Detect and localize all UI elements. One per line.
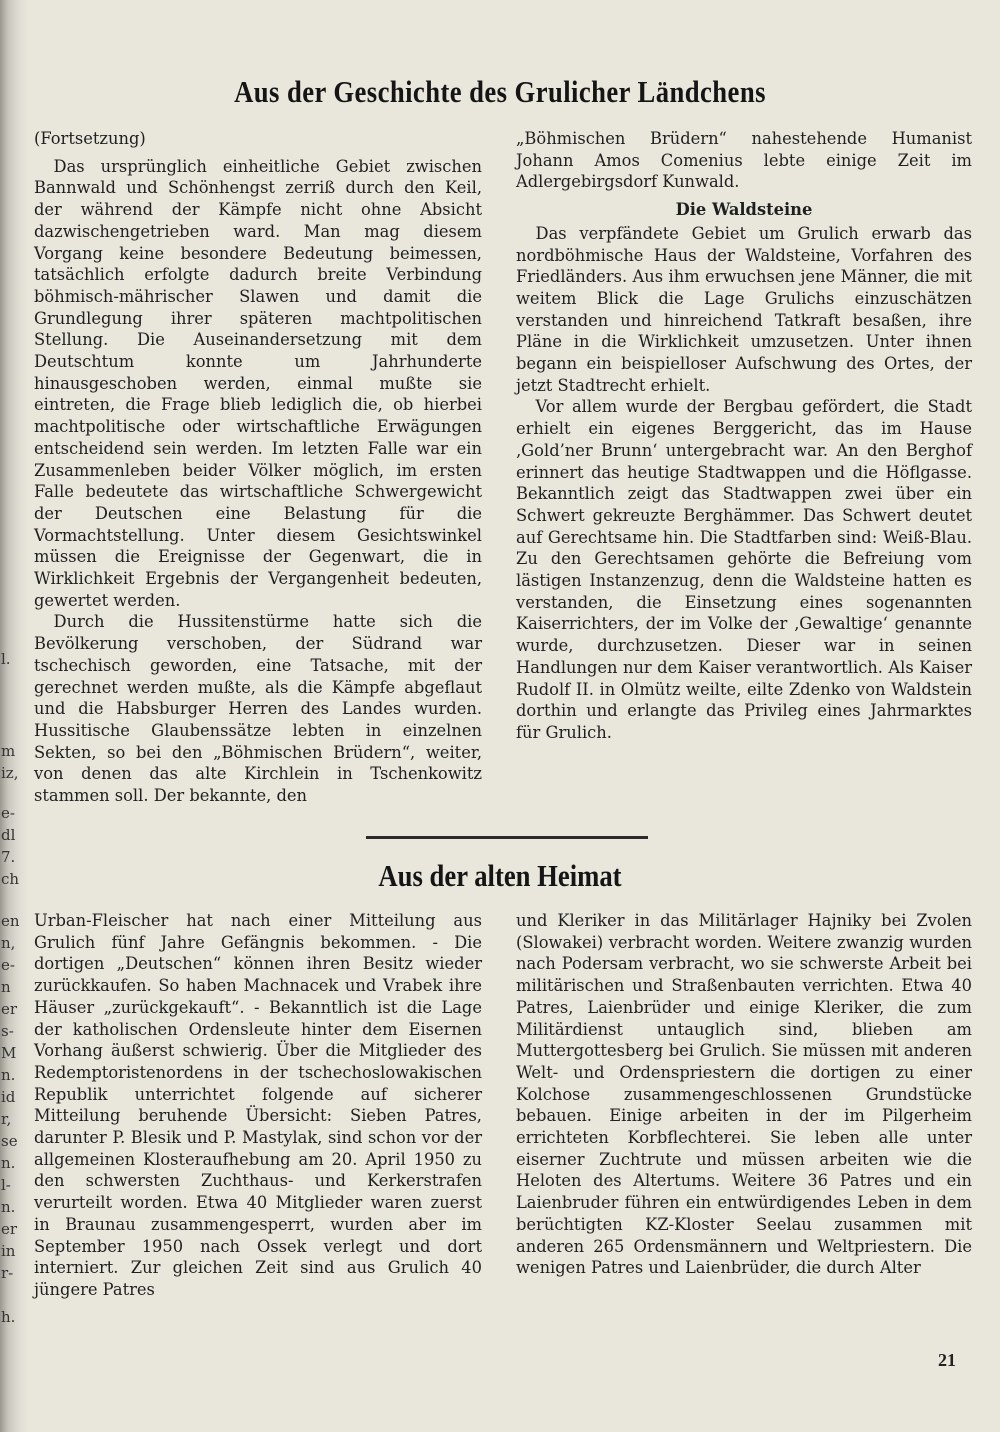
gutter-fragment: in	[1, 1244, 16, 1259]
continuation-note: (Fortsetzung)	[34, 129, 146, 148]
gutter-fragment: n.	[1, 1156, 16, 1171]
gutter-fragment: s-	[1, 1024, 14, 1039]
section-heading-waldsteine: Die Waldsteine	[675, 200, 813, 220]
gutter-fragment: e-	[1, 806, 15, 821]
gutter-fragment: n.	[1, 1068, 16, 1083]
gutter-fragment: M	[1, 1046, 17, 1061]
gutter-fragment: r,	[1, 1112, 12, 1127]
gutter-fragment: n.	[1, 1200, 16, 1215]
article2-paragraph: Urban-Fleischer hat nach einer Mitteilung aus Grulich fünf Jahre Gefängnis bekommen. - Die dortigen „Deutschen“ können ihren Besitz wieder zurückkaufen. So haben Machnacek und Vrabek ihre Häuser „zurückgekauft“. - Bekanntlich ist die Lage der katholischen Ordensleute hinter dem Eisernen Vorhang äußerst schwierig. Über die Mitglieder des Redemptoristenordens in der tschechoslowakischen Republik unterrichtet folgende auf sicherer Mitteilung beruhende Übersicht: Sieben Patres, darunter P. Blesik und P. Mastylak, sind schon vor der allgemeinen Klosteraufhebung am 20. April 1950 zu den schwersten Zuchthaus- und Kerkerstrafen verurteilt worden. Etwa 40 Mitglieder waren zuerst in Braunau zusammengesperrt, wurden aber im September 1950 nach Ossek verlegt und dort interniert. Zur gleichen Zeit sind aus Grulich 40 jüngere Patres	[34, 911, 482, 1299]
gutter-fragment: er	[1, 1222, 18, 1237]
gutter-fragment: h.	[1, 1310, 16, 1325]
article2-right-column	[516, 910, 972, 1279]
gutter-fragment: ch	[1, 872, 20, 887]
article1-right-column	[516, 128, 972, 744]
gutter-fragment: n,	[1, 936, 16, 951]
gutter-fragment: 7.	[1, 850, 16, 865]
article-title-heimat: Aus der alten Heimat	[378, 858, 622, 893]
gutter-fragment: en	[1, 914, 20, 929]
article1-paragraph: Durch die Hussitenstürme hatte sich die Bevölkerung verschoben, der Südrand war tschechisch geworden, eine Tatsache, mit der gerechnet werden mußte, als die Kämpfe abgeflaut und die Habsburger Herren des Landes wurden. Hussitische Glaubenssätze lebten in einzelnen Sekten, so bei den „Böhmischen Brüdern“, weiter, von denen das alte Kirchlein in Tschenkowitz stammen soll. Der bekannte, den	[34, 612, 482, 806]
article1-paragraph: „Böhmischen Brüdern“ nahestehende Humanist Johann Amos Comenius lebte einige Zeit im Adlergebirgsdorf Kunwald.	[516, 129, 972, 192]
article1-paragraph: Das verpfändete Gebiet um Grulich erwarb das nordböhmische Haus der Waldsteine, Vorfahren des Friedländers. Aus ihm erwuchsen jene Männer, die mit weitem Blick die Lage Grulichs einzuschätzen verstanden und hinreichend Tatkraft besaßen, ihre Pläne in die Wirklichkeit umzusetzen. Unter ihnen begann ein beispielloser Aufschwung des Ortes, der jetzt Stadtrecht erhielt.	[516, 223, 972, 395]
gutter-fragment: dl	[1, 828, 16, 843]
article1-left-column	[34, 128, 482, 807]
gutter-fragment: r-	[1, 1266, 14, 1281]
gutter-fragment: m	[1, 744, 16, 759]
gutter-fragment: l-	[1, 1178, 11, 1193]
gutter-fragment: e-	[1, 958, 15, 973]
article1-paragraph: Vor allem wurde der Bergbau gefördert, die Stadt erhielt ein eigenes Berggericht, das im Hause ‚Gold’ner Brunn‘ untergebracht war. An den Berghof erinnert das heutige Stadtwappen und die Höflgasse. Bekanntlich zeigt das Stadtwappen zwei über ein Schwert gekreuzte Berghämmer. Das Schwert deutet auf Gerechtsame hin. Die Stadtfarben sind: Weiß-Blau. Zu den Gerechtsamen gehörte die Befreiung vom lästigen Instanzenzug, denn die Waldsteine hatten es verstanden, die Einsetzung eines sogenannten Kaiserrichters, der im Volke der ‚Gewaltige‘ genannte wurde, durchzusetzen. Dieser war in seinen Handlungen nur dem Kaiser verantwortlich. Als Kaiser Rudolf II. in Olmütz weilte, eilte Zdenko von Waldstein dorthin und erlangte das Privileg eines Jahrmarktes für Grulich.	[516, 397, 972, 742]
page-number: 21	[938, 1350, 956, 1370]
neighbor-page-fragments	[0, 0, 24, 1432]
article-divider-rule	[366, 836, 648, 839]
article1-paragraph: Das ursprünglich einheitliche Gebiet zwischen Bannwald und Schönhengst zerriß durch den Keil, der während der Kämpfe nicht ohne Absicht dazwischengetrieben ward. Man mag diesem Vorgang keine besondere Bedeutung beimessen, tatsächlich erfolgte dadurch breite Verbindung böhmisch-mährischer Slawen und damit die Grundlegung ihrer späteren machtpolitischen Stellung. Die Auseinandersetzung mit dem Deutschtum konnte um Jahrhunderte hinausgeschoben werden, einmal mußte sie eintreten, die Frage blieb lediglich die, ob hierbei machtpolitische oder wirtschaftliche Erwägungen entscheidend sein werden. Im letzten Falle war ein Zusammenleben beider Völker möglich, im ersten Falle bedeutete das wirtschaftliche Schwergewicht der Deutschen eine Belastung für die Vormachtstellung. Unter diesem Gesichtswinkel müssen die Ereignisse der Gegenwart, die in Wirklichkeit Ergebnis der Vergangenheit bedeuten, gewertet werden.	[34, 156, 482, 610]
gutter-fragment: id	[1, 1090, 16, 1105]
gutter-fragment: se	[1, 1134, 18, 1149]
gutter-fragment: iz,	[1, 766, 19, 781]
article2-paragraph: und Kleriker in das Militärlager Hajniky bei Zvolen (Slowakei) verbracht worden. Weitere zwanzig wurden nach Podersam verbracht, wo sie schwerste Arbeit bei militärischen und Straßenbauten verrichten. Etwa 40 Patres, Laienbrüder und einige Kleriker, die zum Militärdienst untauglich sind, blieben am Muttergottesberg bei Grulich. Sie müssen mit anderen Welt- und Ordenspriestern die dortigen zu einer Kolchose zusammengeschlossenen Grundstücke bebauen. Einige arbeiten in der im Pilgerheim errichteten Korbflechterei. Sie leben alle unter eiserner Zuchtrute und müssen arbeiten wie die Heloten des Altertums. Weitere 36 Patres und ein Laienbruder führen ein entwürdigendes Leben in dem berüchtigten KZ-Kloster Seelau zusammen mit anderen 265 Ordensmännern und Weltpriestern. Die wenigen Patres und Laienbrüder, die durch Alter	[516, 911, 972, 1278]
gutter-fragment: l.	[1, 652, 11, 667]
gutter-fragment: er	[1, 1002, 18, 1017]
article-title-history: Aus der Geschichte des Grulicher Ländchens	[234, 74, 766, 109]
gutter-fragment: n	[1, 980, 11, 995]
article2-left-column	[34, 910, 482, 1301]
